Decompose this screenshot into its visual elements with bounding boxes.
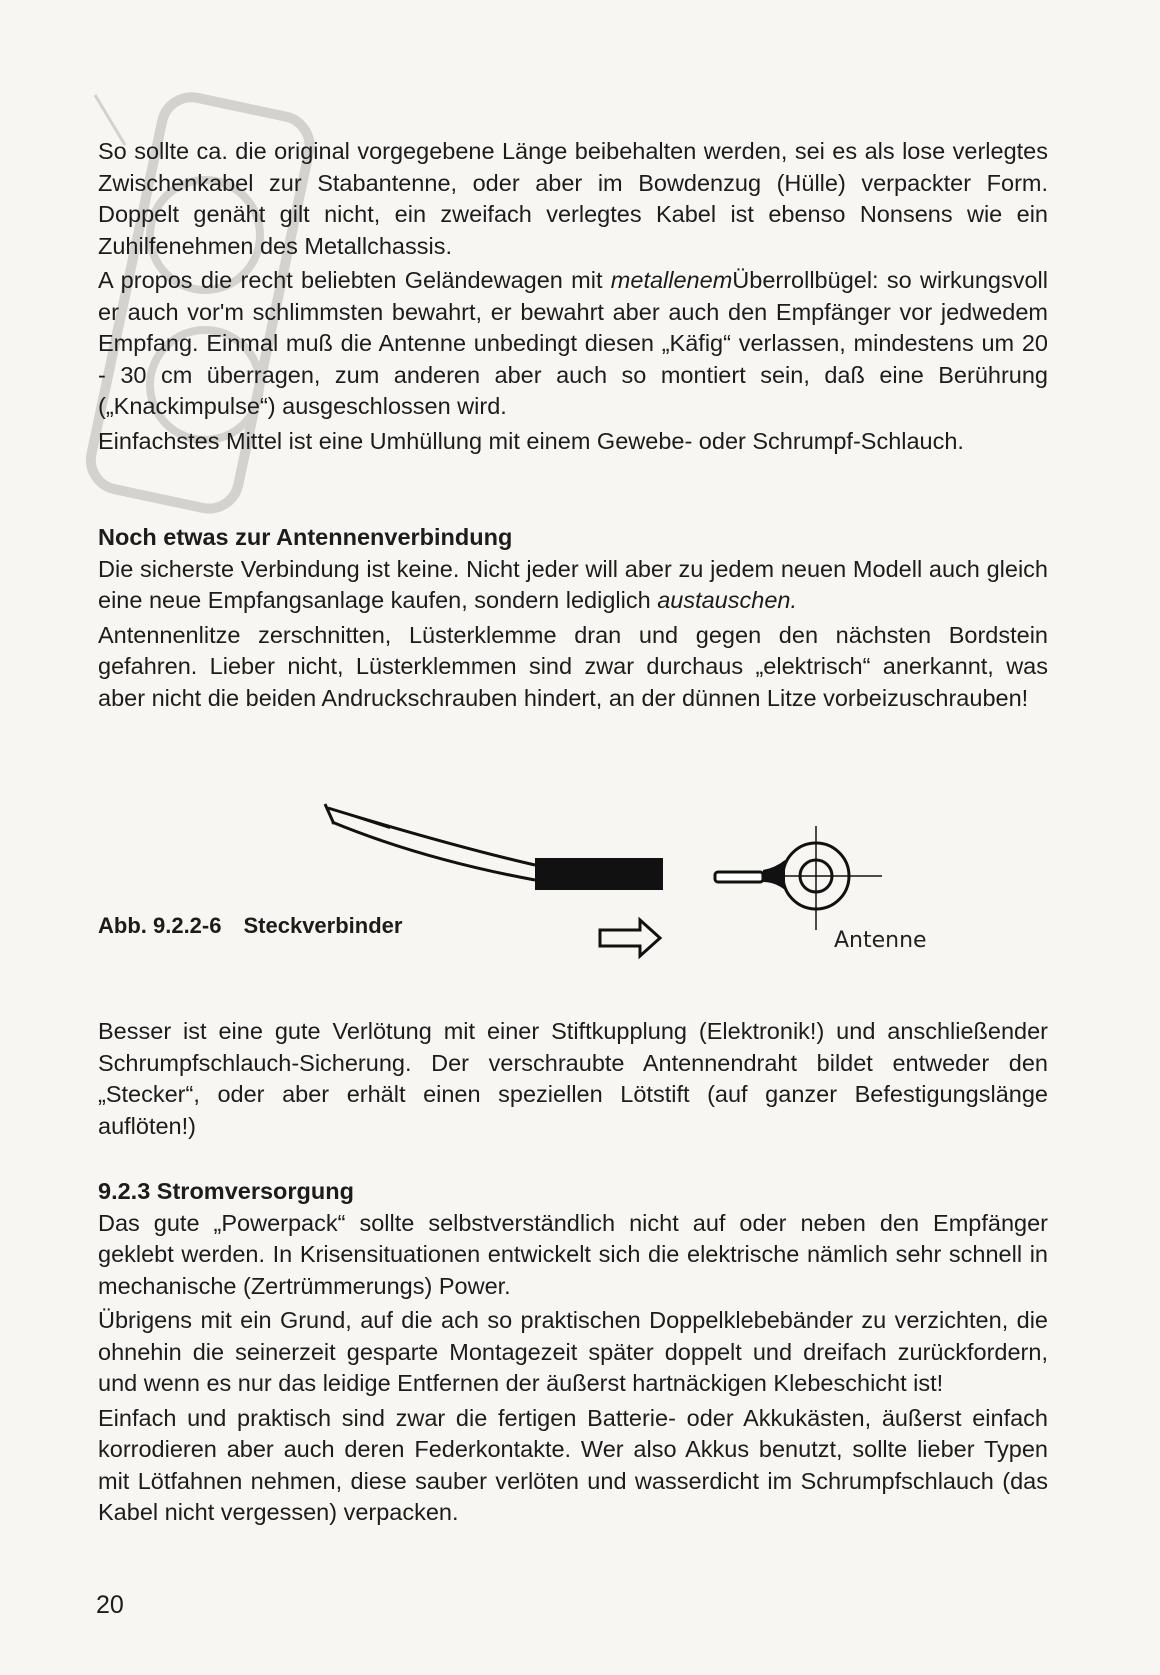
paragraph-luesterklemme: Antennenlitze zerschnitten, Lüsterklemme dran und gegen den nächsten Bordstein gefahren. Lieber nicht, Lüsterklemmen sind zwar durchaus „elektrisch“ anerkannt, was aber nicht die beiden Andruckschrauben hindert, an der dünnen Litze vorbeizuschrauben!: [98, 621, 1048, 711]
cable-outline-lower: [332, 822, 535, 880]
paragraph-doppelklebebaender: Übrigens mit ein Grund, auf die ach so praktischen Doppelklebebänder zu verzichten, die ohnehin die seinerzeit gesparte Montagezeit später doppelt und dreifach zurückfordern, und wenn es nur das leidige Entfernen der äußerst hartnäckigen Klebeschicht ist!: [98, 1307, 1048, 1396]
paragraph-einfachstes-mittel: Einfachstes Mittel ist eine Umhüllung mit einem Gewebe- oder Schrumpf-Schlauch.: [98, 427, 964, 454]
paragraph-gelaendewagen: [98, 265, 1048, 423]
section-antennenverbindung: [98, 522, 1048, 717]
emphasis-austauschen: austauschen.: [657, 587, 797, 613]
figure-title: Steckverbinder: [243, 913, 403, 938]
section-heading-antennenverbindung: Noch etwas zur Antennenverbindung: [98, 524, 513, 550]
page-number: 20: [96, 1591, 124, 1619]
paragraph-sicherste-verbindung: [98, 554, 1048, 617]
paragraph-block-verloetung: [98, 1016, 1048, 1145]
paragraph-sicherste-verbindung-text: Die sicherste Verbindung ist keine. Nicht jeder will aber zu jedem neuen Modell auch gleich eine neue Empfangsanlage kaufen, sondern lediglich: [98, 555, 1048, 613]
figure-caption: [98, 913, 402, 939]
paragraph-powerpack: Das gute „Powerpack“ sollte selbstverständlich nicht auf oder neben den Empfänger geklebt werden. In Krisensituationen entwickelt sich die elektrische nämlich sehr schnell in mechanische (Zertrümmerungs) Power.: [98, 1209, 1048, 1299]
section-heading-stromversorgung: 9.2.3 Stromversorgung: [98, 1178, 354, 1204]
paragraph-gelaendewagen-rest: Überrollbügel: so wirkungsvoll er auch vor'm schlimmsten bewahrt, er bewahrt aber auch den Empfänger vor jedwedem Empfang. Einmal muß die Antenne unbedingt diesen „Käfig“ verlassen, mindestens um 20 - 30 cm überragen, zum anderen aber auch so montiert sein, daß eine Berührung („Knackimpulse“) ausgeschlossen wird.: [98, 267, 1049, 419]
emphasis-metallenem: metallenem: [610, 267, 733, 293]
antenne-label: Antenne: [834, 928, 927, 953]
cable-core: [350, 815, 390, 828]
jack-pin: [715, 872, 763, 882]
paragraph-verloetung: Besser ist eine gute Verlötung mit einer Stiftkupplung (Elektronik!) und anschließender Schrumpfschlauch-Sicherung. Der verschraubte Antennendraht bildet entweder den „Stecker“, oder aber erhält einen speziellen Lötstift (auf ganzer Befestigungslänge auflöten!): [98, 1018, 1048, 1139]
paragraph-akkukaesten: Einfach und praktisch sind zwar die fertigen Batterie- oder Akkukästen, äußerst einfach korrodieren aber auch deren Federkontakte. Wer also Akkus benutzt, sollte lieber Typen mit Lötfahnen nehmen, diese sauber verlöten und wasserdicht im Schrumpfschlauch (das Kabel nicht vergessen) verpacken.: [98, 1404, 1048, 1525]
figure-number: Abb. 9.2.2-6: [98, 913, 222, 938]
paragraph-original-length: So sollte ca. die original vorgegebene Länge beibehalten werden, sei es als lose verlegtes Zwischenkabel zur Stabantenne, oder aber im Bowdenzug (Hülle) verpackter Form. Doppelt genäht gilt nicht, ein zweifach verlegtes Kabel ist ebenso Nonsens wie ein Zuhilfenehmen des Metallchassis.: [98, 138, 1048, 259]
paragraph-gelaendewagen-start: A propos die recht beliebten Geländewagen mit: [98, 267, 611, 293]
intro-block: [98, 136, 1048, 460]
connector-sleeve: [535, 858, 663, 890]
arrow-right-icon: [600, 920, 660, 956]
section-stromversorgung: [98, 1176, 1048, 1532]
